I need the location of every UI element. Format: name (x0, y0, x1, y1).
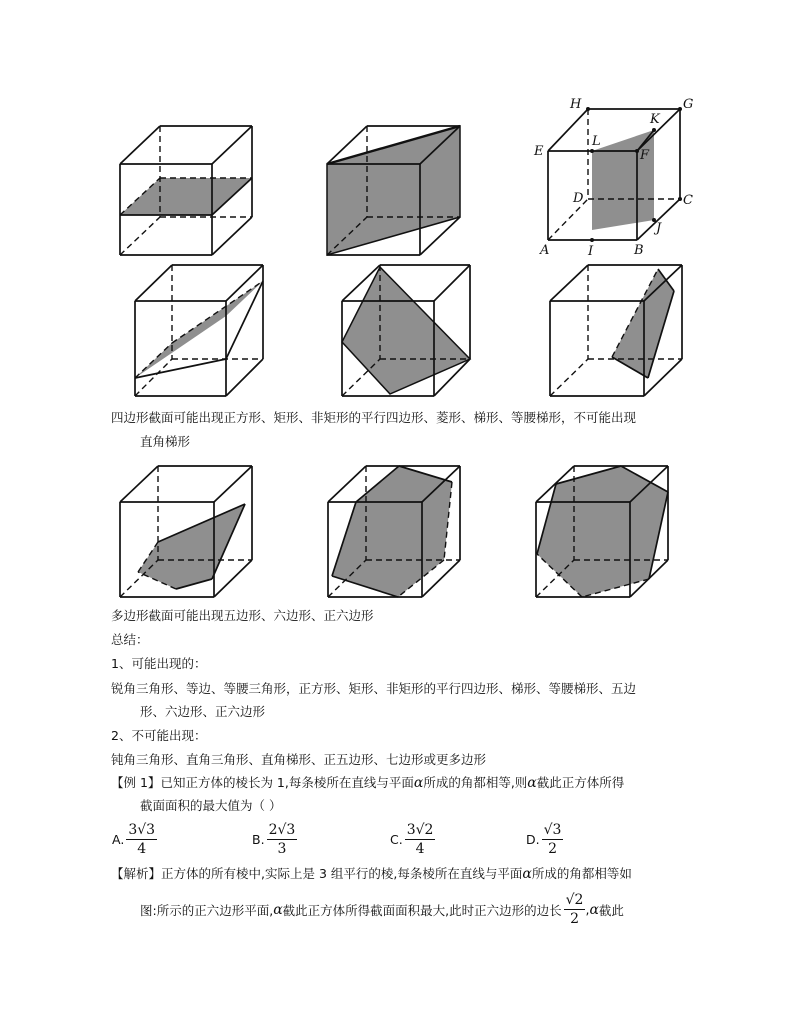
analysis-tag: 【解析】 (111, 866, 162, 881)
option-d-numerator: √3 (543, 822, 562, 838)
vertex-label-i: I (588, 244, 594, 259)
alpha-symbol: α (413, 775, 424, 791)
analysis-text-b: 所成的角都相等如 (531, 866, 632, 881)
analysis-text-2a: 图:所示的正六边形平面, (140, 902, 274, 918)
vertex-label-h: H (570, 97, 582, 112)
vertex-label-d: D (573, 191, 584, 206)
quadrilateral-note-line-2: 直角梯形 (140, 434, 191, 449)
cube-figure-rhombus (338, 263, 474, 400)
cube-figure-hexagon (326, 464, 464, 601)
alpha-symbol: α (527, 775, 537, 791)
option-c-denominator: 4 (415, 841, 425, 857)
alpha-symbol: α (522, 866, 532, 882)
impossible-list: 钝角三角形、直角三角形、直角梯形、正五边形、七边形或更多边形 (111, 752, 487, 767)
analysis-line-1 (111, 866, 632, 882)
edge-length-numerator: √2 (565, 892, 584, 908)
option-a-fraction (126, 822, 157, 857)
vertex-label-c: C (683, 193, 693, 208)
analysis-text-2c: 截此 (598, 902, 624, 918)
cube-figure-regular-hexagon (534, 464, 672, 601)
possible-heading: 1、可能出现的： (111, 656, 207, 671)
analysis-line-2: 图:所示的正六边形平面, α 截此正方体所得截面面积最大,此时正六边形的边长 $\frac{√2}{2}$ , α 截此 (140, 892, 624, 927)
example-question-line-2: 截面面积的最大值为（ ） (140, 798, 282, 813)
impossible-heading: 2、不可能出现： (111, 728, 207, 743)
example-tag: 【例 1】 (111, 775, 161, 790)
vertex-label-g: G (683, 97, 694, 112)
vertex-label-e: E (534, 144, 544, 159)
example-text-b: 所成的角都相等,则 (423, 775, 528, 790)
vertex-label-k: K (650, 112, 660, 127)
cube-figure-horizontal-section (118, 124, 252, 258)
polygon-note: 多边形截面可能出现五边形、六边形、正六边形 (111, 608, 374, 623)
edge-length-fraction (564, 892, 586, 927)
vertex-label-l: L (592, 134, 601, 149)
option-c-label: C. (390, 832, 403, 847)
possible-list-line-1: 锐角三角形、等边、等腰三角形，正方形、矩形、非矩形的平行四边形、梯形、等腰梯形、五边 (111, 681, 637, 696)
analysis-text-a: 正方体的所有棱中,实际上是 3 组平行的棱,每条棱所在直线与平面 (161, 866, 523, 881)
option-a[interactable] (112, 822, 157, 857)
option-c-fraction (405, 822, 436, 857)
option-b-fraction (267, 822, 298, 857)
cube-figure-diagonal-rectangle (325, 124, 465, 260)
option-a-denominator: 4 (137, 841, 147, 857)
alpha-symbol: α (273, 901, 283, 918)
option-c-numerator: 3√2 (406, 822, 434, 838)
cube-figure-parallelogram (132, 263, 266, 400)
option-a-numerator: 3√3 (128, 822, 156, 838)
analysis-text-2b: 截此正方体所得截面面积最大,此时正六边形的边长 (282, 902, 562, 918)
alpha-symbol: α (589, 901, 599, 918)
vertex-label-j: J (656, 221, 662, 236)
possible-list-line-2: 形、六边形、正六边形 (140, 704, 266, 719)
option-b-label: B. (252, 832, 265, 847)
cube-figure-labeled (530, 95, 700, 260)
option-c[interactable] (390, 822, 435, 857)
option-d[interactable] (526, 822, 563, 857)
example-text-c: 截此正方体所得 (536, 775, 625, 790)
vertex-label-a: A (540, 243, 550, 258)
option-d-fraction (542, 822, 564, 857)
summary-heading: 总结： (111, 632, 149, 647)
option-a-label: A. (112, 832, 125, 847)
example-text-a: 已知正方体的棱长为 1,每条棱所在直线与平面 (160, 775, 414, 790)
option-b-numerator: 2√3 (268, 822, 296, 838)
option-b-denominator: 3 (277, 841, 287, 857)
quadrilateral-note-line-1: 四边形截面可能出现正方形、矩形、非矩形的平行四边形、菱形、梯形、等腰梯形，不可能出现 (111, 410, 637, 425)
vertex-label-f: F (640, 148, 650, 163)
cube-figure-pentagon (118, 464, 254, 601)
example-question-line-1 (111, 775, 624, 791)
vertex-label-b: B (634, 243, 644, 258)
edge-length-denominator: 2 (570, 911, 580, 927)
option-d-denominator: 2 (548, 841, 557, 857)
cube-figure-trapezoid (548, 263, 684, 400)
option-d-label: D. (526, 832, 540, 847)
option-b[interactable] (252, 822, 297, 857)
